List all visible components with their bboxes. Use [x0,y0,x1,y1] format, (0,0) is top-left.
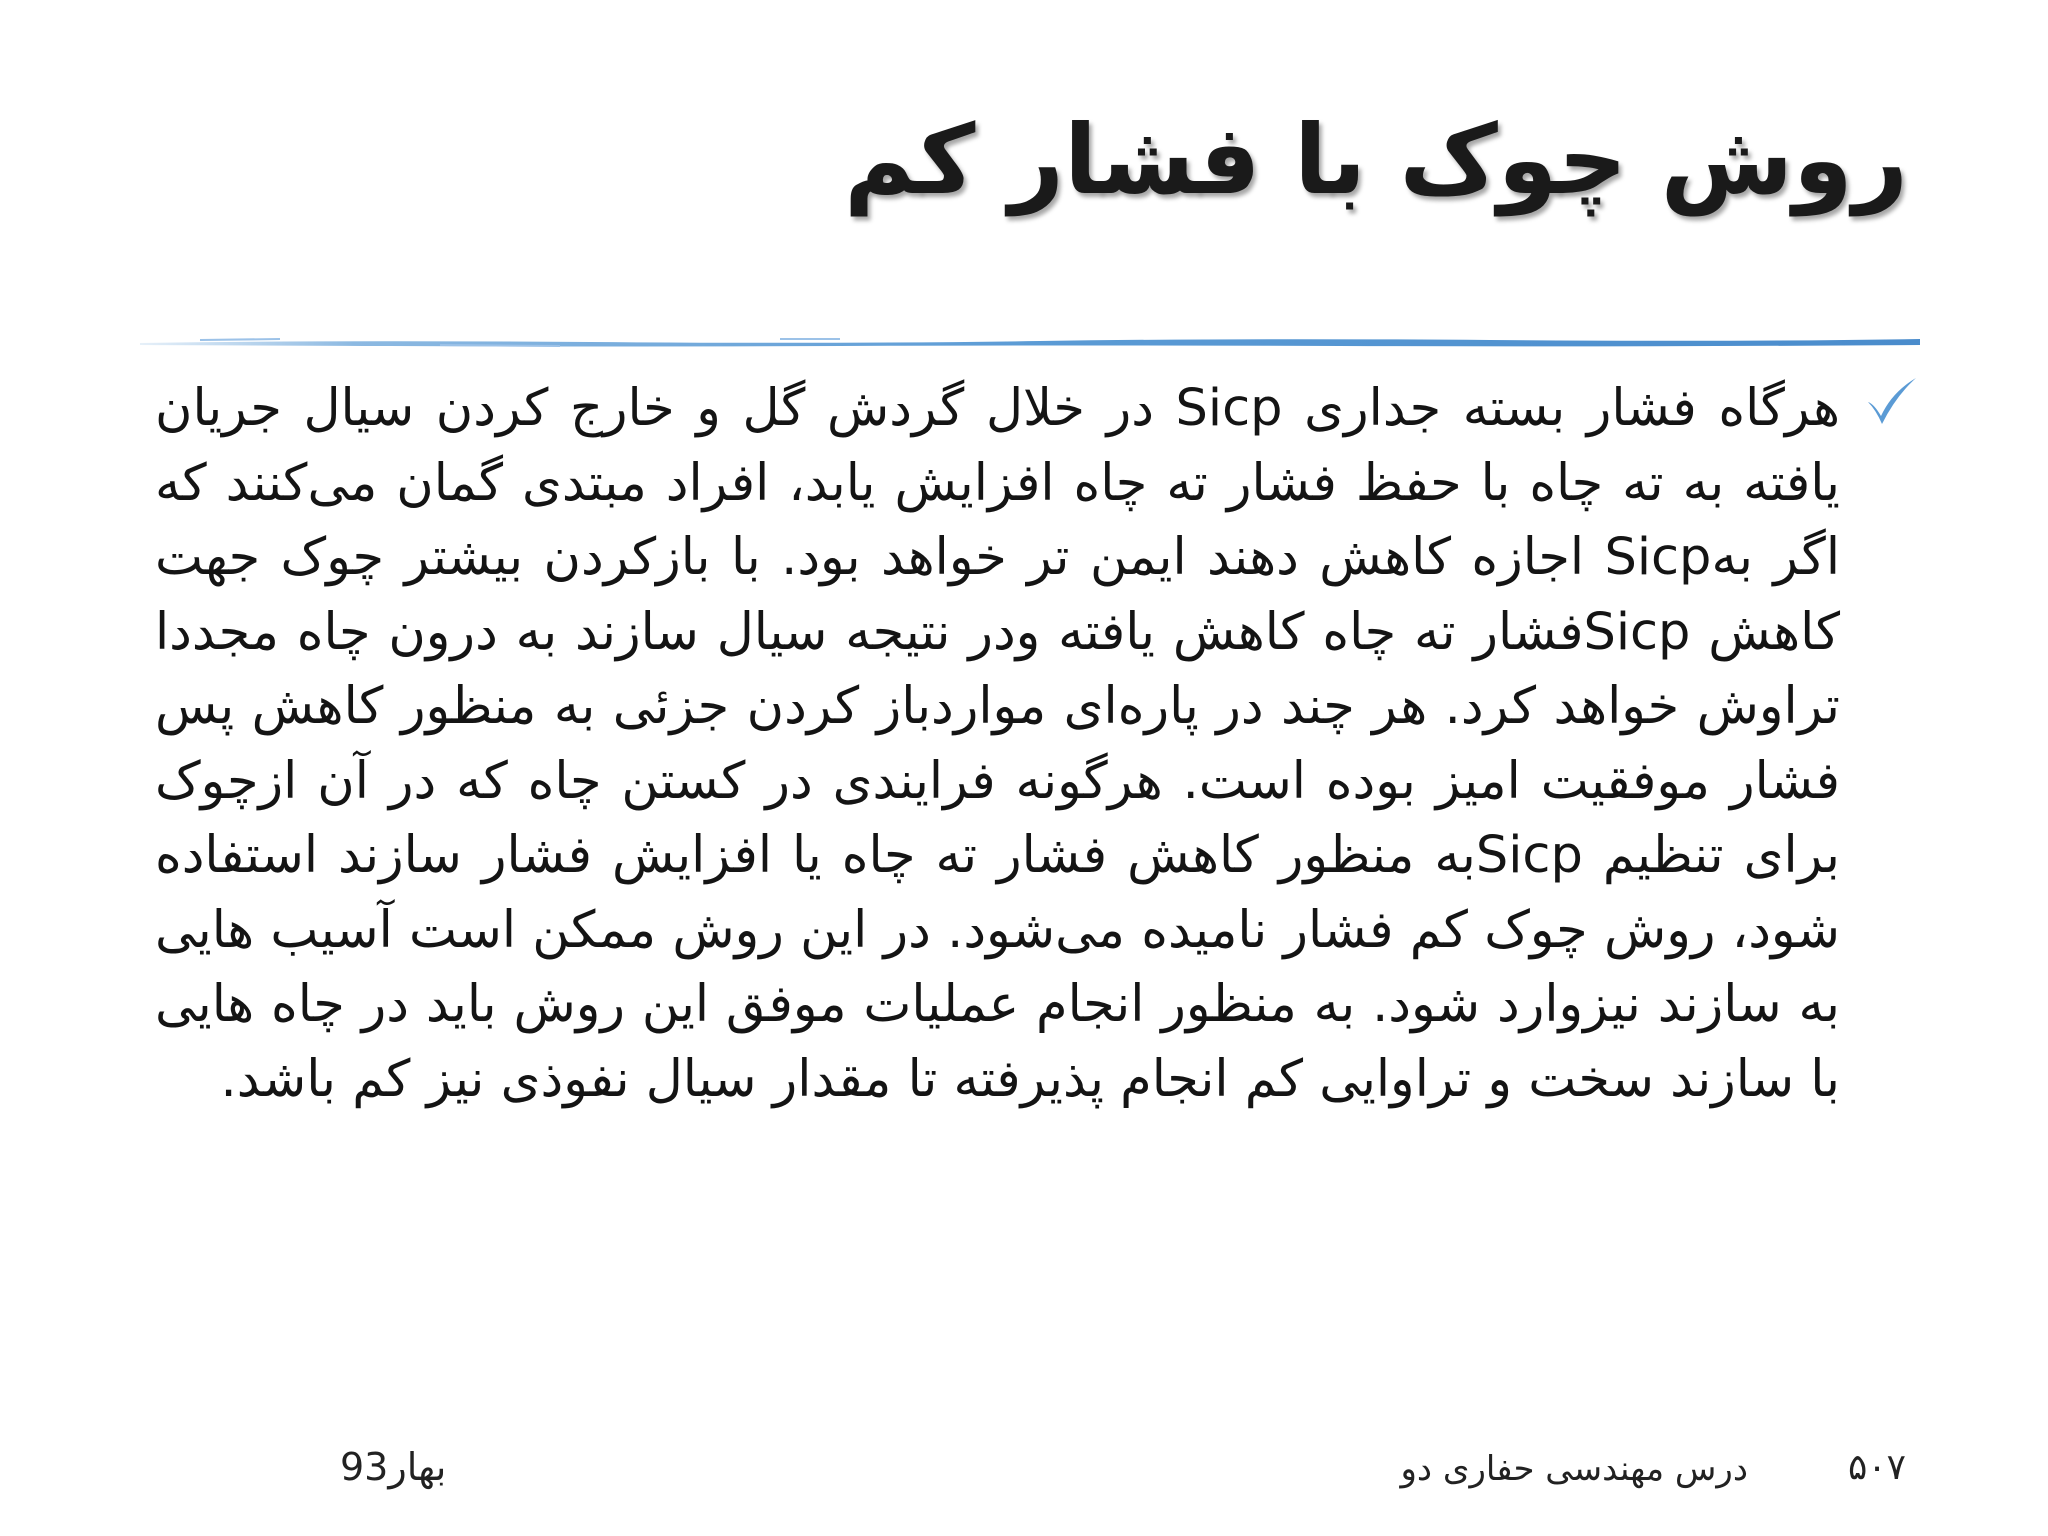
title-divider [140,334,1920,350]
checkmark-icon [1864,374,1920,430]
term-label: بهار93 [340,1445,447,1489]
slide-title: روش چوک با فشار کم [844,104,1908,216]
body-paragraph: هرگاه فشار بسته جداری Sicp در خلال گردش گل و خارج کردن سیال جریان یافته به ته چاه با حفظ فشار ته چاه افزایش یابد، افراد مبتدی گمان می‌کنند که اگر بهSicp اجازه کاهش دهند ایمن تر خواهد بود. با بازکردن بیشتر چوک جهت کاهش Sicpفشار ته چاه کاهش یافته ودر نتیجه سیال سازند به درون چاه مجددا تراوش خواهد کرد. هر چند در پاره‌ای مواردباز کردن جزئی به منظور کاهش پس فشار موفقیت امیز بوده است. هرگونه فرایندی در کستن چاه که در آن ازچوک برای تنظیم Sicpبه منظور کاهش فشار ته چاه یا افزایش فشار سازند استفاده شود، روش چوک کم فشار نامیده می‌شود. در این روش ممکن است آسیب هایی به سازند نیزوارد شود. به منظور انجام عملیات موفق این روش باید در چاه هایی با سازند سخت و تراوایی کم انجام پذیرفته تا مقدار سیال نفوذی نیز کم باشد. [155,379,1841,1109]
page-number: ۵۰۷ [1847,1447,1906,1488]
slide-body [155,372,1920,1312]
course-name: درس مهندسی حفاری دو [1400,1449,1748,1489]
